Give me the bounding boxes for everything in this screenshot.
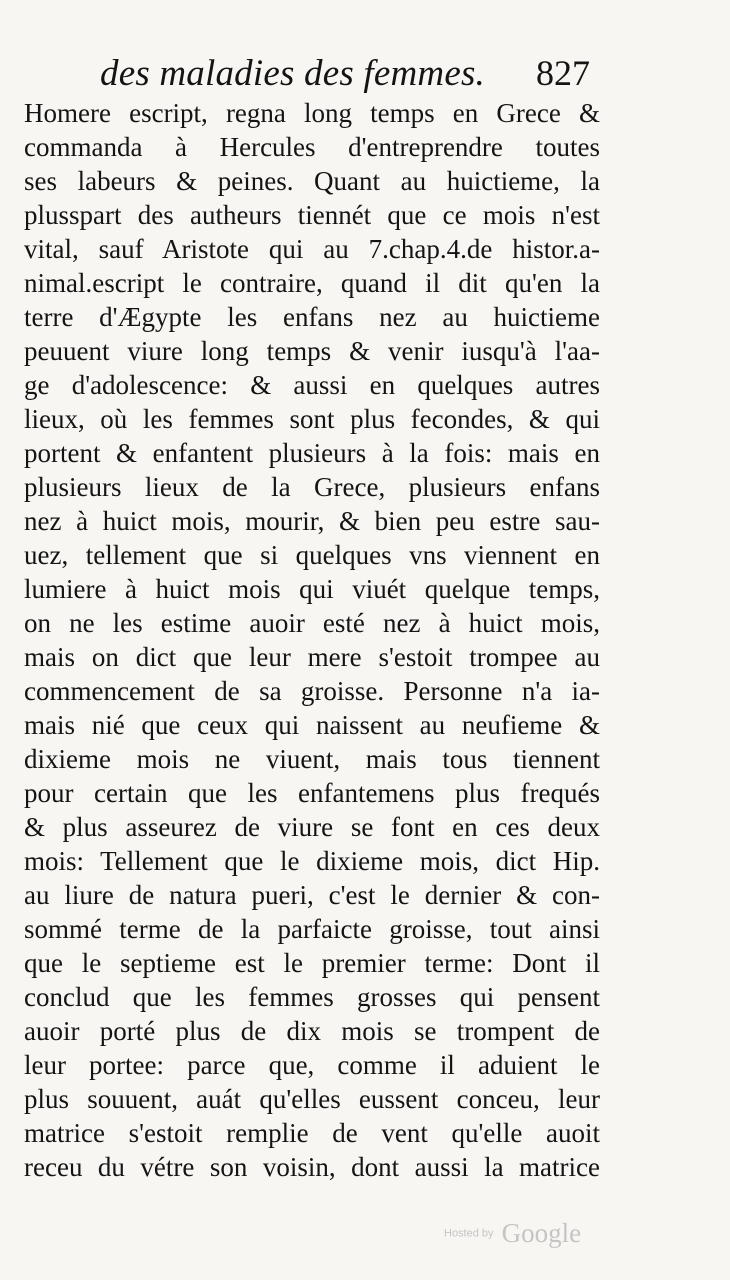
text-line: peuuent viure long temps & venir iusqu'à l'aa-: [24, 336, 600, 366]
text-line: plusspart des autheurs tiennét que ce mois n'est: [24, 200, 600, 230]
hosted-by-watermark: [444, 1218, 581, 1248]
text-line: dixieme mois ne viuent, mais tous tiennent: [24, 744, 600, 774]
text-line: receu du vétre son voisin, dont aussi la matrice: [24, 1152, 600, 1182]
page-number: 827: [536, 53, 590, 93]
text-line: ge d'adolescence: & aussi en quelques autres: [24, 370, 600, 400]
text-line: pour certain que les enfantemens plus frequés: [24, 778, 600, 808]
google-logo: Google: [501, 1218, 582, 1248]
text-line: commencement de sa groisse. Personne n'a ia-: [24, 676, 600, 706]
text-line: matrice s'estoit remplie de vent qu'elle auoit: [24, 1118, 600, 1148]
text-line: leur portee: parce que, comme il aduient le: [24, 1050, 600, 1080]
text-line: mais nié que ceux qui naissent au neufieme &: [24, 710, 600, 740]
text-line: & plus asseurez de viure se font en ces deux: [24, 812, 600, 842]
text-line: auoir porté plus de dix mois se trompent de: [24, 1016, 600, 1046]
text-line: nez à huict mois, mourir, & bien peu estre sau-: [24, 506, 600, 536]
text-line: nimal.escript le contraire, quand il dit qu'en la: [24, 268, 600, 298]
text-line: plusieurs lieux de la Grece, plusieurs enfans: [24, 472, 600, 502]
text-line: au liure de natura pueri, c'est le dernier & con-: [24, 880, 600, 910]
body-text: [24, 96, 600, 1184]
running-head: [100, 52, 590, 96]
text-line: portent & enfantent plusieurs à la fois: mais en: [24, 438, 600, 468]
watermark-prefix: Hosted by: [444, 1227, 494, 1240]
text-line: Homere escript, regna long temps en Grece &: [24, 98, 600, 128]
text-line: sommé terme de la parfaicte groisse, tout ainsi: [24, 914, 600, 944]
text-line: mois: Tellement que le dixieme mois, dict Hip.: [24, 846, 600, 876]
text-line: commanda à Hercules d'entreprendre toutes: [24, 132, 600, 162]
text-line: uez, tellement que si quelques vns viennent en: [24, 540, 600, 570]
text-line: terre d'Ægypte les enfans nez au huictieme: [24, 302, 600, 332]
text-line: lieux, où les femmes sont plus fecondes, & qui: [24, 404, 600, 434]
text-line: conclud que les femmes grosses qui pensent: [24, 982, 600, 1012]
text-line: vital, sauf Aristote qui au 7.chap.4.de histor.a-: [24, 234, 600, 264]
text-line: lumiere à huict mois qui viuét quelque temps,: [24, 574, 600, 604]
text-line: que le septieme est le premier terme: Dont il: [24, 948, 600, 978]
running-title: des maladies des femmes.: [100, 53, 486, 94]
text-line: ses labeurs & peines. Quant au huictieme, la: [24, 166, 600, 196]
text-line: plus souuent, auát qu'elles eussent conceu, leur: [24, 1084, 600, 1114]
text-line: mais on dict que leur mere s'estoit trompee au: [24, 642, 600, 672]
text-line: on ne les estime auoir esté nez à huict mois,: [24, 608, 600, 638]
